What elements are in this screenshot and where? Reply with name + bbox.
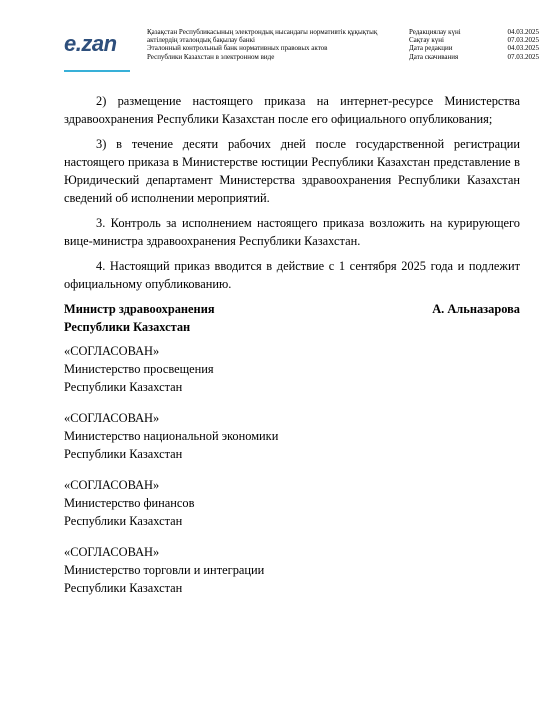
approval-ministry: Министерство торговли и интеграции [64,563,265,577]
approval-label: «СОГЛАСОВАН» [64,545,160,559]
logo-text-e: e [64,31,76,56]
date-table [409,28,539,61]
approval-block [64,543,520,597]
paragraph: 3. Контроль за исполнением настоящего приказа возложить на курирующего вице-министра здравоохранения Республики Казахстан. [64,216,520,248]
source-line: Республики Казахстан в электронном виде [147,52,275,61]
approval-ministry: Министерство финансов [64,496,195,510]
date-value: 07.03.2025 [507,36,539,45]
date-label: Дата редакции [409,44,453,53]
source-description [147,28,397,61]
paragraph: 2) размещение настоящего приказа на интернет-ресурсе Министерства здравоохранения Республики Казахстан после его официального опубликования; [64,94,520,126]
approval-country: Республики Казахстан [64,581,183,595]
date-row [409,28,539,36]
date-row [409,53,539,61]
signer-title: Министр здравоохранения [64,302,215,316]
date-label: Редакциялау күні [409,28,461,36]
signature-block [64,300,520,318]
document-body [64,92,520,597]
signer-title-line2: Республики Казахстан [64,320,191,334]
source-line: актілердің эталондық бақылау банкі [147,36,255,45]
date-value: 04.03.2025 [507,28,539,36]
date-value: 04.03.2025 [507,44,539,53]
approval-block [64,342,520,396]
logo-underline [64,70,130,72]
approval-label: «СОГЛАСОВАН» [64,478,160,492]
logo-text-dot: . [75,31,82,56]
approval-country: Республики Казахстан [64,447,183,461]
approval-ministry: Министерство просвещения [64,362,214,376]
date-value: 07.03.2025 [507,52,539,61]
source-line: Қазақстан Республикасының электрондық нысандағы нормативтік құқықтық [147,28,378,36]
approval-label: «СОГЛАСОВАН» [64,344,160,358]
approval-country: Республики Казахстан [64,380,183,394]
approval-country: Республики Казахстан [64,514,183,528]
ezan-logo[interactable] [64,31,117,57]
approval-block [64,476,520,530]
logo-text-zan: zan [81,31,117,56]
source-line: Эталонный контрольный банк нормативных правовых актов [147,44,328,53]
approval-block [64,409,520,463]
paragraph: 3) в течение десяти рабочих дней после государственной регистрации настоящего приказа в Министерстве юстиции Республики Казахстан представление в Юридический департамент Министерства здравоохранения Республики Казахстан сведений об исполнении мероприятий. [64,137,520,205]
date-row [409,36,539,44]
paragraph: 4. Настоящий приказ вводится в действие с 1 сентября 2025 года и подлежит официальному опубликованию. [64,259,520,291]
approval-ministry: Министерство национальной экономики [64,429,279,443]
approval-label: «СОГЛАСОВАН» [64,411,160,425]
date-label: Сақтау күні [409,36,444,45]
signer-name: А. Альназарова [432,302,520,316]
date-label: Дата скачивания [409,52,459,61]
document-header [0,0,557,80]
date-row [409,44,539,52]
